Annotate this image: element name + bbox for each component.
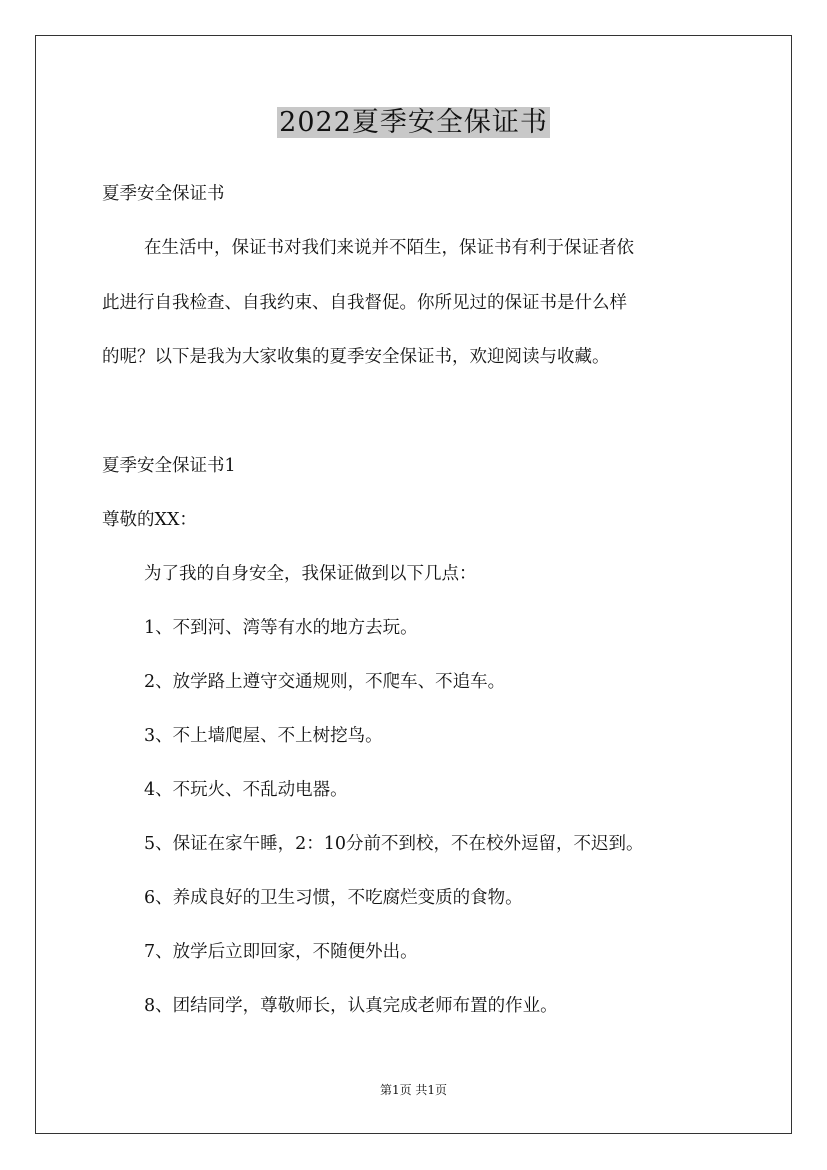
intro-line-2: 此进行自我检查、自我约束、自我督促。你所见过的保证书是什么样	[102, 293, 627, 313]
page-footer: 第1页 共1页	[379, 1083, 448, 1097]
list-item: 8、团结同学，尊敬师长，认真完成老师布置的作业。	[144, 996, 558, 1016]
intro-line-3: 的呢？以下是我为大家收集的夏季安全保证书，欢迎阅读与收藏。	[102, 347, 610, 367]
salutation: 尊敬的XX：	[102, 510, 197, 530]
list-item: 6、养成良好的卫生习惯，不吃腐烂变质的食物。	[144, 888, 523, 908]
list-item: 3、不上墙爬屋、不上树挖鸟。	[144, 726, 383, 746]
document-title-text: 2022夏季安全保证书	[279, 107, 548, 138]
section-heading: 夏季安全保证书1	[102, 456, 236, 476]
document-title	[0, 104, 827, 142]
lead-sentence: 为了我的自身安全，我保证做到以下几点：	[144, 564, 477, 584]
list-item: 7、放学后立即回家，不随便外出。	[144, 942, 418, 962]
document-subtitle: 夏季安全保证书	[102, 184, 225, 204]
intro-line-1: 在生活中，保证书对我们来说并不陌生，保证书有利于保证者依	[144, 238, 634, 258]
list-item: 5、保证在家午睡，2：10分前不到校，不在校外逗留，不迟到。	[144, 834, 644, 854]
list-item: 2、放学路上遵守交通规则，不爬车、不追车。	[144, 672, 506, 692]
list-item: 1、不到河、湾等有水的地方去玩。	[144, 618, 418, 638]
list-item: 4、不玩火、不乱动电器。	[144, 780, 348, 800]
